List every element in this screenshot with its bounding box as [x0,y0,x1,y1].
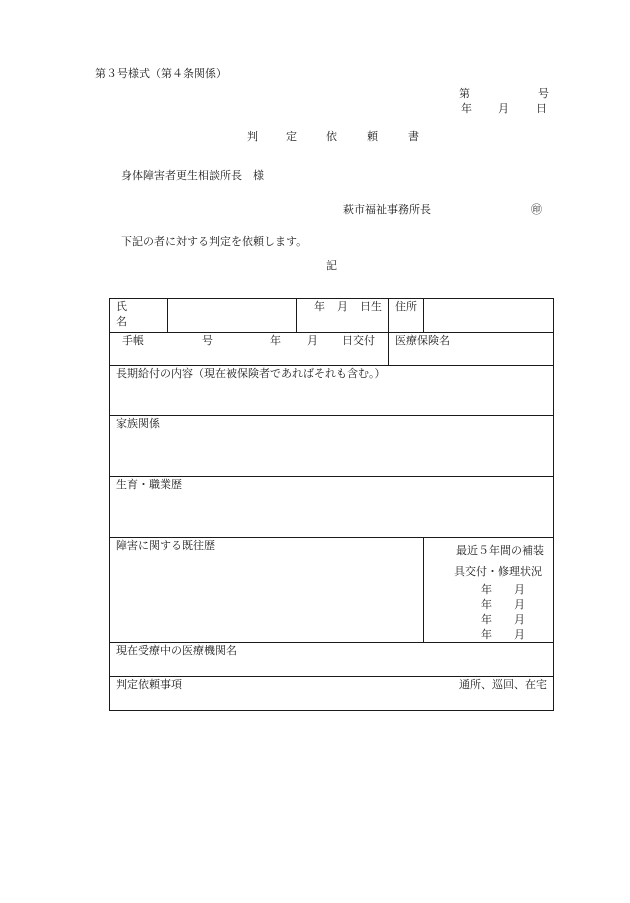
history-label: 障害に関する既往歴 [116,539,215,552]
medical-institution-row [110,643,554,677]
history-row [110,538,554,643]
request-items-label: 判定依頼事項 [116,678,182,691]
title-char: 書 [408,130,419,143]
request-statement: 下記の者に対する判定を依頼します。 [121,235,308,248]
supply-status-field[interactable] [424,538,554,643]
supply-year-label: 年 [481,628,492,641]
family-field[interactable] [110,416,554,477]
request-options: 通所、巡回、在宅 [459,678,547,691]
addressee: 身体障害者更生相談所長 様 [121,169,264,182]
growth-row [110,477,554,538]
issue-month-label: 月 [307,334,318,347]
insurance-field[interactable] [389,333,554,366]
supply-month-label: 月 [514,628,525,641]
supply-year-label: 年 [481,598,492,611]
insurance-label: 医療保険名 [395,334,450,347]
title-char: 頼 [367,130,378,143]
issue-year-label: 年 [270,334,281,347]
handbook-field[interactable] [110,333,389,366]
name-label-char: 名 [116,315,127,328]
name-label-cell [110,299,168,333]
name-field[interactable] [168,299,297,333]
supply-title-line-2: 具交付・修理状況 [454,565,542,578]
request-form-table [109,298,554,711]
birth-day-label: 日生 [360,300,382,313]
date-year-label: 年 [461,102,472,115]
supply-date-row [428,597,547,612]
seal-mark: ㊞ [531,203,542,216]
handbook-label: 手帳 [122,334,144,347]
birthdate-field[interactable] [297,299,389,333]
benefit-label: 長期給付の内容（現在被保険者であればそれも含む。） [116,367,386,380]
supply-month-label: 月 [514,583,525,596]
title-char: 定 [286,130,297,143]
supply-month-label: 月 [514,598,525,611]
birth-year-label: 年 [314,300,325,313]
form-number-label: 第３号様式（第４条関係） [95,67,227,80]
title-char: 判 [247,130,258,143]
title-char: 依 [326,130,337,143]
name-row [110,299,554,333]
supply-title-line-1: 最近５年間の補装 [456,544,544,557]
growth-field[interactable] [110,477,554,538]
ki-heading: 記 [326,259,337,272]
birth-month-label: 月 [337,300,348,313]
supply-year-label: 年 [481,583,492,596]
sender-name: 萩市福祉事務所長 [343,203,431,216]
address-field[interactable] [424,299,554,333]
handbook-row [110,333,554,366]
request-items-row [110,677,554,711]
medical-institution-label: 現在受療中の医療機関名 [116,644,237,657]
supply-date-row [428,612,547,627]
growth-label: 生育・職業歴 [116,478,182,491]
history-field[interactable] [110,538,424,643]
address-label: 住所 [389,299,424,333]
document-number-prefix: 第 [459,87,470,100]
medical-institution-field[interactable] [110,643,554,677]
benefit-field[interactable] [110,366,554,416]
benefit-row [110,366,554,416]
family-label: 家族関係 [116,417,160,430]
request-items-field[interactable] [110,677,554,711]
supply-date-row [428,627,547,642]
name-label-char: 氏 [116,300,127,313]
supply-month-label: 月 [514,613,525,626]
family-row [110,416,554,477]
handbook-number-label: 号 [202,334,213,347]
supply-year-label: 年 [481,613,492,626]
document-number-suffix: 号 [538,87,549,100]
date-month-label: 月 [498,102,509,115]
supply-date-row [428,582,547,597]
date-day-label: 日 [536,102,547,115]
issue-day-label: 日交付 [342,334,375,347]
